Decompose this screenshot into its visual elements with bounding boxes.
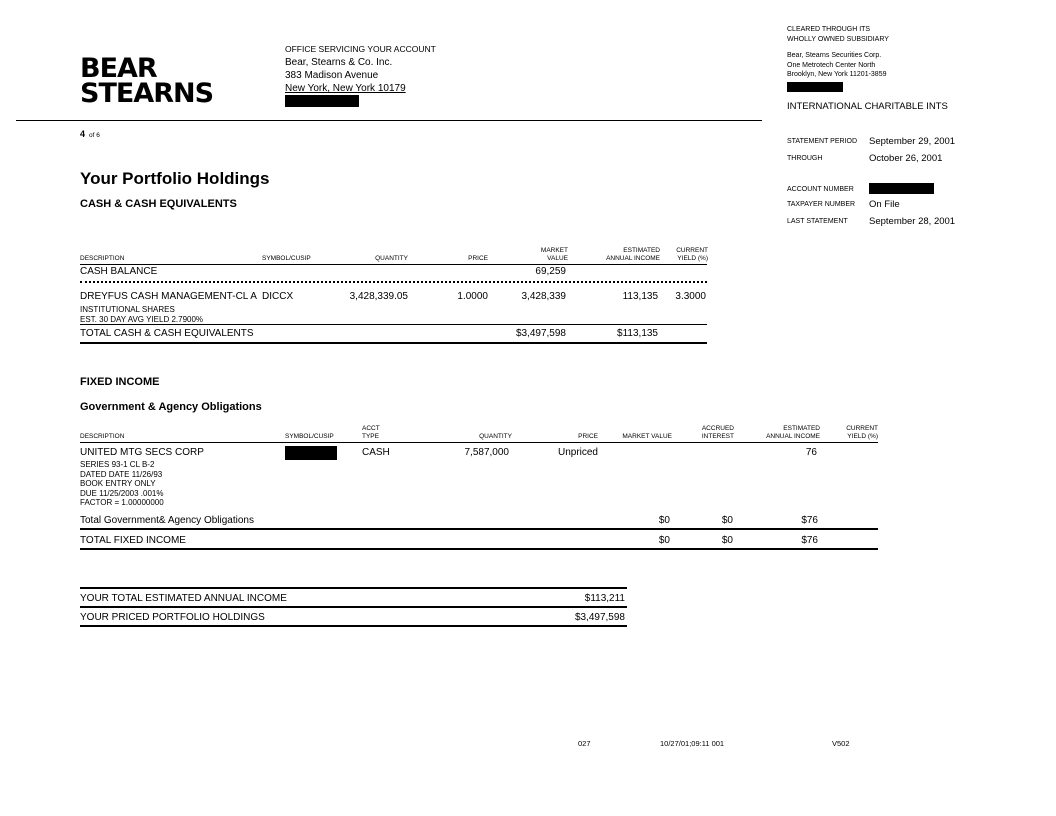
- office-heading: OFFICE SERVICING YOUR ACCOUNT: [285, 44, 436, 54]
- gov-subtotal-market-value: $0: [658, 515, 670, 526]
- fi-col-description: DESCRIPTION: [80, 433, 125, 440]
- cash-balance-label: CASH BALANCE: [80, 266, 158, 277]
- fi-col-symbol: SYMBOL/CUSIP: [285, 433, 334, 440]
- fi-col-annual-income: ESTIMATED ANNUAL INCOME: [766, 425, 820, 440]
- gov-subtotal-accrued: $0: [721, 515, 733, 526]
- subtotal-rule: [80, 528, 878, 530]
- fi-price: Unpriced: [557, 447, 598, 458]
- cash-total-annual-income: $113,135: [617, 328, 658, 339]
- priced-holdings-value: $3,497,598: [574, 612, 625, 623]
- fixed-total-annual-income: $76: [801, 535, 818, 546]
- redaction-block: [285, 95, 359, 107]
- total-income-label: YOUR TOTAL ESTIMATED ANNUAL INCOME: [80, 593, 287, 604]
- cash-balance-value: 69,259: [535, 266, 566, 277]
- cash-total-market-value: $3,497,598: [515, 328, 566, 339]
- header-rule: [16, 120, 762, 121]
- through-value: October 26, 2001: [869, 153, 943, 164]
- logo-line-1: BEAR: [80, 53, 157, 84]
- clearing-line-2: WHOLLY OWNED SUBSIDIARY: [787, 35, 889, 43]
- col-symbol: SYMBOL/CUSIP: [262, 255, 311, 262]
- fund-subtext: INSTITUTIONAL SHARES EST. 30 DAY AVG YIELD 2.7900%: [80, 305, 204, 324]
- office-name: Bear, Stearns & Co. Inc.: [285, 57, 393, 68]
- clearing-corp: Bear, Stearns Securities Corp.: [787, 52, 882, 59]
- col-yield: CURRENT YIELD (%): [676, 247, 708, 262]
- summary-rule-mid: [80, 606, 627, 608]
- fund-price: 1.0000: [457, 291, 488, 302]
- cusip-redaction: [285, 446, 337, 460]
- period-value: September 29, 2001: [869, 136, 956, 147]
- col-quantity: QUANTITY: [375, 255, 408, 262]
- col-description: DESCRIPTION: [80, 255, 125, 262]
- priced-holdings-label: YOUR PRICED PORTFOLIO HOLDINGS: [80, 612, 265, 623]
- last-statement-value: September 28, 2001: [869, 216, 956, 227]
- taxpayer-value: On File: [869, 199, 900, 210]
- total-rule-bottom: [80, 342, 707, 344]
- fixed-total-rule: [80, 548, 878, 550]
- office-address: [285, 43, 436, 111]
- fi-acct-type: CASH: [362, 447, 390, 458]
- page-number: 4 of 6: [80, 129, 100, 139]
- account-redaction: [869, 183, 934, 194]
- footer-code-2: V502: [832, 739, 850, 748]
- account-label: ACCOUNT NUMBER: [787, 186, 854, 193]
- fi-col-quantity: QUANTITY: [479, 433, 512, 440]
- gov-agency-heading: Government & Agency Obligations: [80, 401, 262, 413]
- gov-subtotal-annual-income: $76: [801, 515, 818, 526]
- fund-symbol: DICCX: [262, 291, 294, 302]
- client-name: INTERNATIONAL CHARITABLE INTS: [787, 101, 948, 112]
- fixed-total-accrued: $0: [721, 535, 733, 546]
- last-statement-label: LAST STATEMENT: [787, 218, 848, 225]
- summary-rule-top: [80, 587, 627, 589]
- office-street: 383 Madison Avenue: [285, 70, 379, 81]
- office-city: New York, New York 10179: [285, 83, 406, 94]
- clearing-line-1: CLEARED THROUGH ITS: [787, 26, 871, 33]
- fi-col-price: PRICE: [578, 433, 598, 440]
- fi-subtext: SERIES 93-1 CL B-2 DATED DATE 11/26/93 BOOK ENTRY ONLY DUE 11/25/2003 .001% FACTOR = 1.00000000: [80, 460, 164, 507]
- fund-description: DREYFUS CASH MANAGEMENT-CL A: [80, 291, 257, 302]
- taxpayer-label: TAXPAYER NUMBER: [787, 201, 856, 208]
- fi-quantity: 7,587,000: [464, 447, 509, 458]
- total-income-value: $113,211: [584, 593, 625, 604]
- fi-annual-income: 76: [805, 447, 817, 458]
- clearing-addr-2: Brooklyn, New York 11201-3859: [787, 71, 887, 78]
- col-market-value: MARKET VALUE: [540, 247, 568, 262]
- footer-timestamp: 10/27/01;09:11 001: [660, 739, 725, 748]
- clearing-addr-1: One Metrotech Center North: [787, 61, 876, 69]
- fi-col-yield: CURRENT YIELD (%): [846, 425, 878, 440]
- logo-line-2: STEARNS: [80, 78, 214, 109]
- dotted-divider: [80, 281, 707, 283]
- clearing-info: [787, 25, 889, 95]
- total-rule-top: [80, 324, 707, 325]
- fi-description: UNITED MTG SECS CORP: [80, 447, 204, 458]
- summary-rule-bottom: [80, 625, 627, 627]
- fi-col-market-value: MARKET VALUE: [622, 433, 672, 440]
- cash-total-label: TOTAL CASH & CASH EQUIVALENTS: [80, 328, 254, 339]
- fund-quantity: 3,428,339.05: [349, 291, 408, 302]
- fund-yield: 3.3000: [675, 291, 706, 302]
- redaction-block: [787, 82, 843, 92]
- fixed-total-market-value: $0: [658, 535, 670, 546]
- footer-code-1: 027: [578, 739, 591, 748]
- cash-heading: CASH & CASH EQUIVALENTS: [80, 198, 237, 210]
- fund-annual-income: 113,135: [622, 291, 658, 302]
- gov-subtotal-label: Total Government& Agency Obligations: [80, 515, 254, 526]
- fixed-total-label: TOTAL FIXED INCOME: [80, 535, 186, 546]
- page-title: Your Portfolio Holdings: [80, 169, 270, 188]
- bear-stearns-logo: [80, 53, 214, 109]
- period-label: STATEMENT PERIOD: [787, 138, 858, 145]
- header-underline: [80, 264, 707, 265]
- fi-col-acct-type: ACCT TYPE: [362, 425, 380, 440]
- fund-market-value: 3,428,339: [521, 291, 566, 302]
- fi-col-accrued: ACCRUED INTEREST: [701, 425, 734, 440]
- col-annual-income: ESTIMATED ANNUAL INCOME: [606, 247, 660, 262]
- fi-header-underline: [80, 442, 878, 443]
- col-price: PRICE: [468, 255, 488, 262]
- fixed-income-heading: FIXED INCOME: [80, 376, 160, 388]
- through-label: THROUGH: [787, 155, 823, 162]
